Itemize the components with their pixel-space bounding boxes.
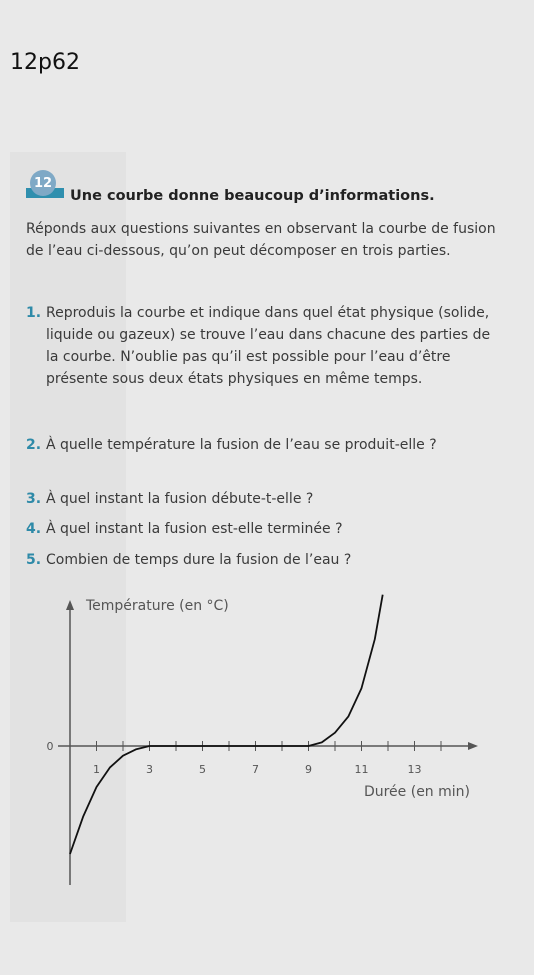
exercise-number: 12 bbox=[30, 170, 56, 196]
question-2 bbox=[26, 434, 506, 456]
question-4 bbox=[26, 518, 506, 540]
question-number: 4. bbox=[26, 521, 42, 537]
x-tick-label: 5 bbox=[199, 763, 206, 776]
question-5 bbox=[26, 549, 506, 571]
series-line bbox=[70, 595, 383, 854]
question-text: À quelle température la fusion de l’eau se produit-elle ? bbox=[46, 437, 437, 453]
question-1 bbox=[26, 302, 506, 387]
question-number: 2. bbox=[26, 437, 42, 453]
x-tick-label: 13 bbox=[407, 763, 422, 776]
y-axis-arrow bbox=[66, 600, 74, 610]
x-tick-label: 11 bbox=[354, 763, 369, 776]
fusion-curve-chart bbox=[0, 580, 534, 920]
question-number: 3. bbox=[26, 491, 42, 507]
question-text: Reproduis la courbe et indique dans quel état physique (solide, liquide ou gazeux) se trouve l’eau dans chacune des parties de la courbe. N’oublie pas qu’il est possible pour l’eau d’être présente sous deux états physiques en même temps. bbox=[46, 305, 491, 387]
x-axis-arrow bbox=[468, 742, 478, 750]
x-tick-label: 1 bbox=[93, 763, 100, 776]
question-text: À quel instant la fusion est-elle terminée ? bbox=[46, 521, 343, 537]
exercise-intro: Réponds aux questions suivantes en observant la courbe de fusion de l’eau ci-dessous, qu’on peut décomposer en trois parties. bbox=[26, 221, 496, 259]
question-text: Combien de temps dure la fusion de l’eau ? bbox=[46, 552, 352, 568]
y-axis-label: Température (en °C) bbox=[86, 598, 229, 614]
question-number: 5. bbox=[26, 552, 42, 568]
x-tick-label: 3 bbox=[146, 763, 153, 776]
question-number: 1. bbox=[26, 305, 42, 321]
question-text: À quel instant la fusion débute-t-elle ? bbox=[46, 491, 314, 507]
x-tick-label: 9 bbox=[305, 763, 312, 776]
x-axis-label: Durée (en min) bbox=[363, 784, 470, 800]
exercise-number-badge bbox=[26, 170, 64, 196]
x-tick-label: 7 bbox=[252, 763, 259, 776]
y-tick-label: 0 bbox=[46, 740, 54, 753]
exercise-title: Une courbe donne beaucoup d’informations. bbox=[70, 188, 435, 204]
page-label: 12p62 bbox=[10, 50, 80, 75]
question-3 bbox=[26, 488, 506, 510]
